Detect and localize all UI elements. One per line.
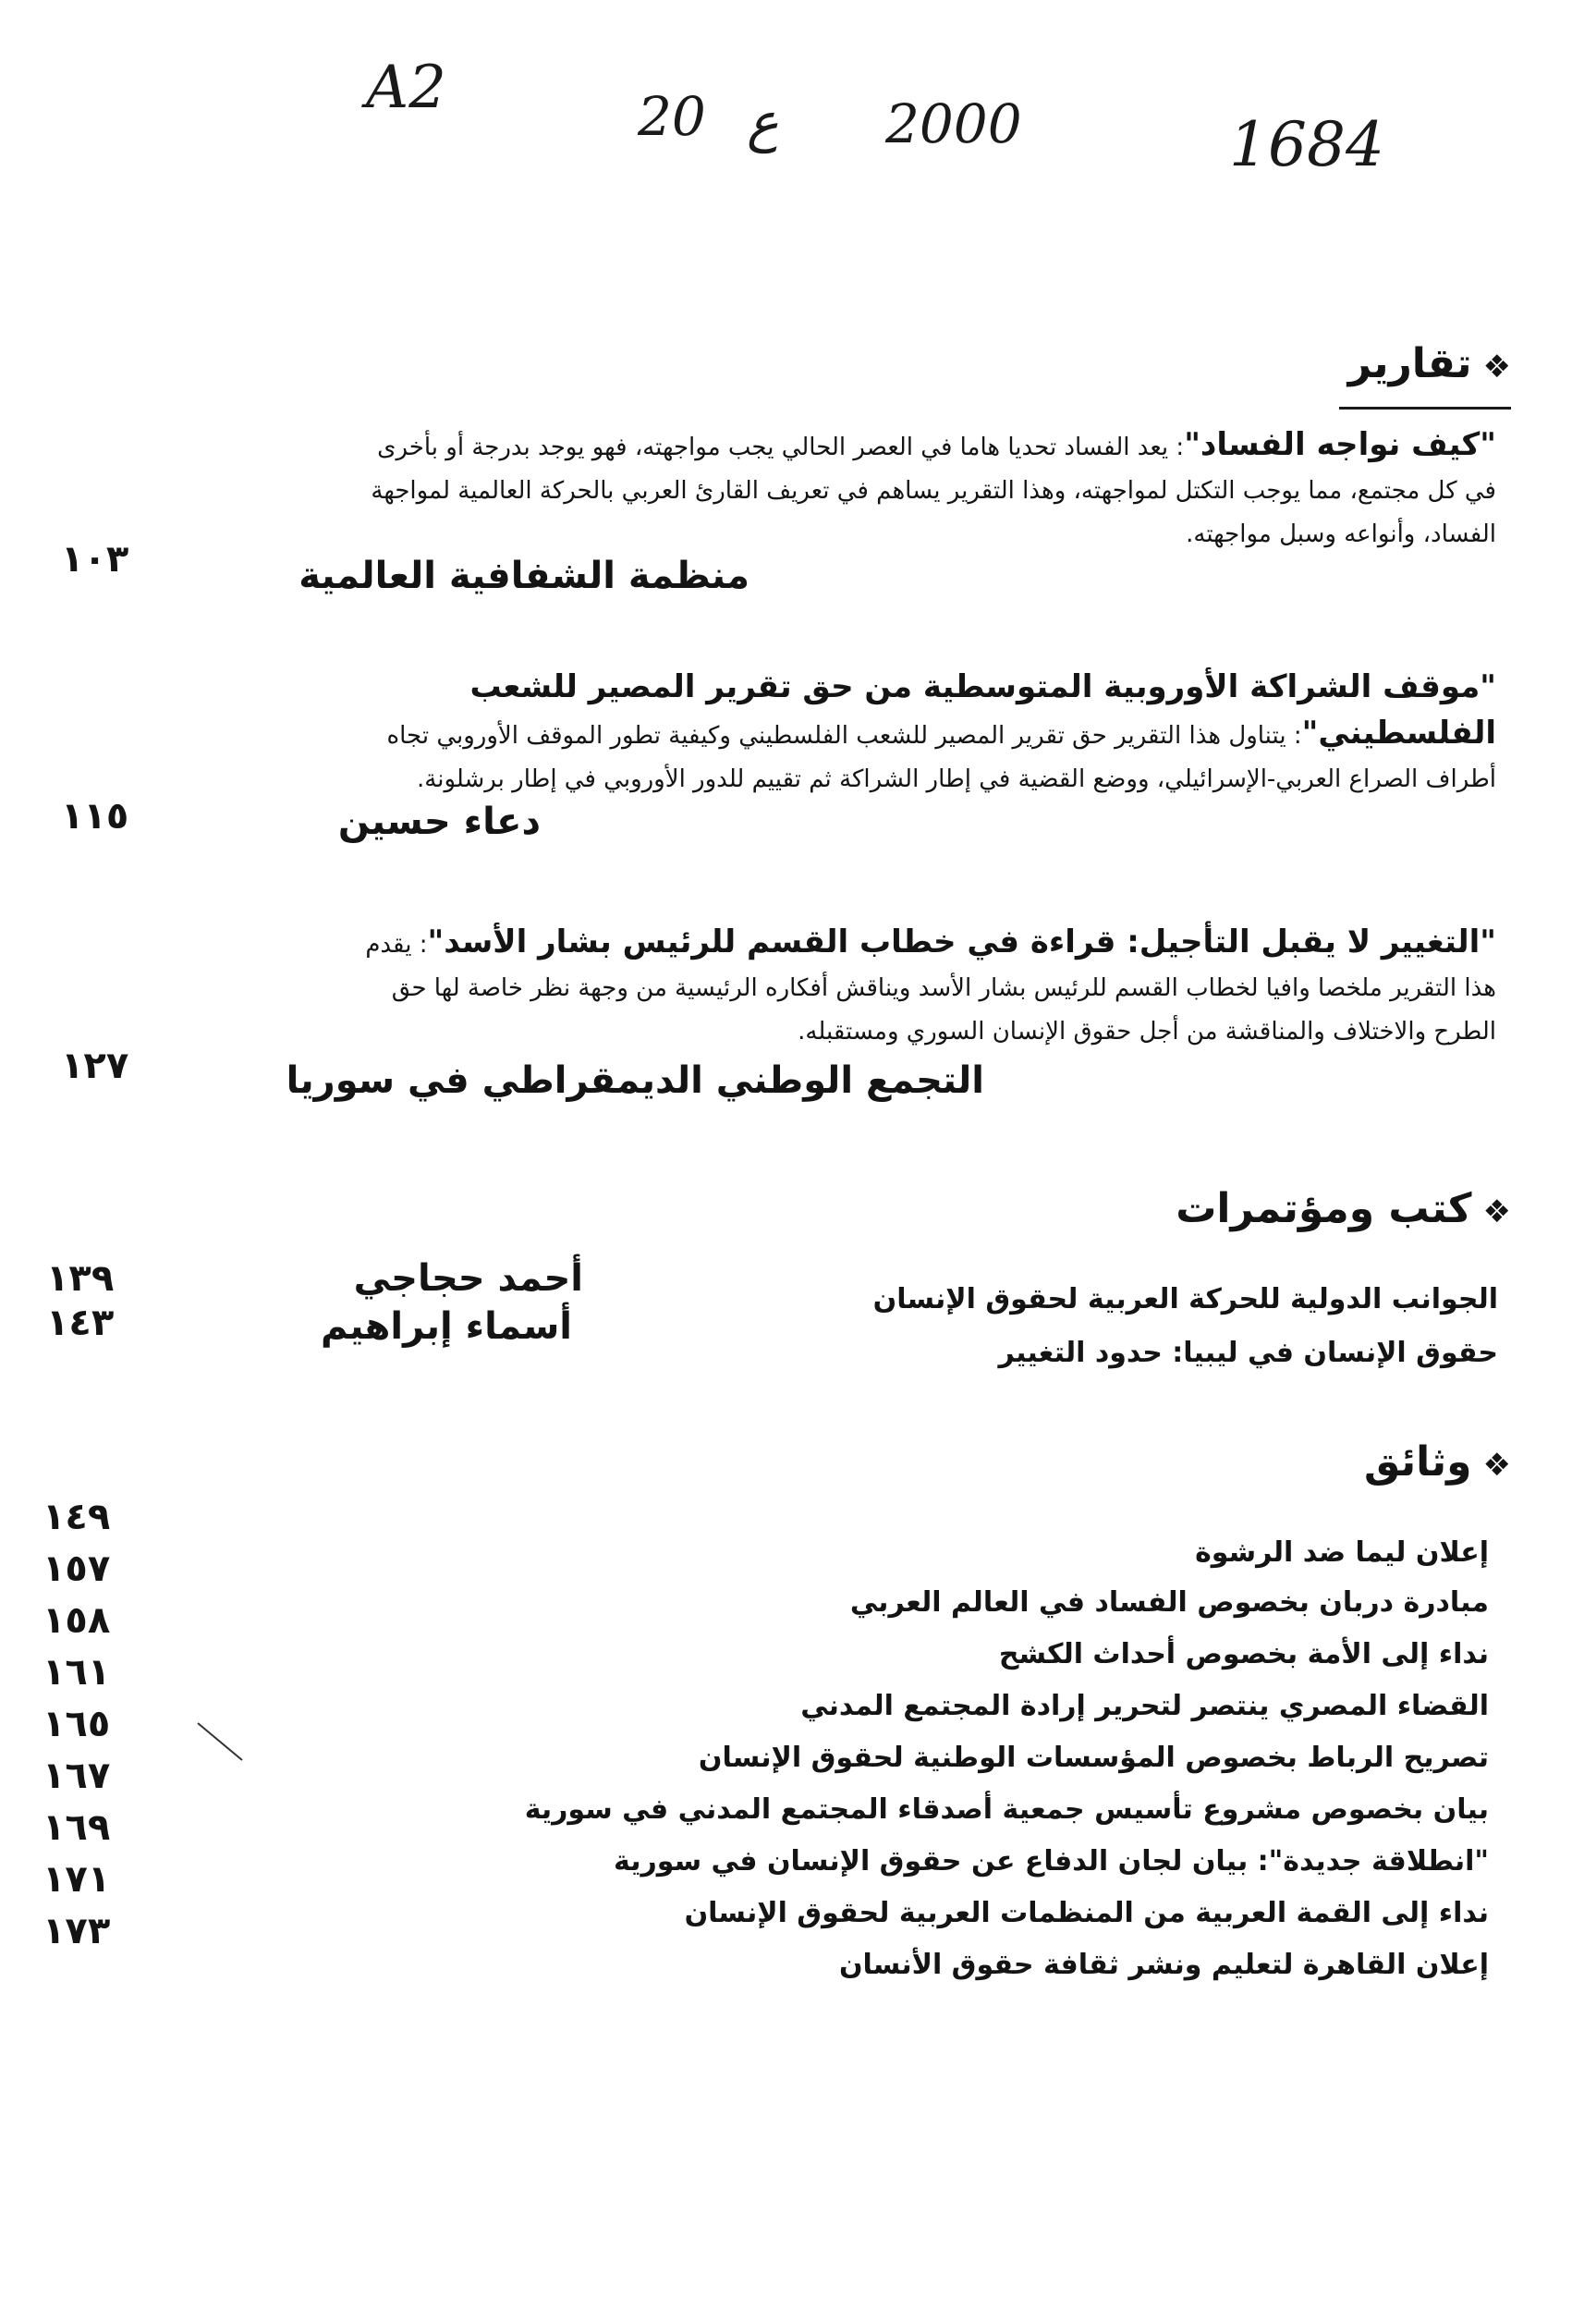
report-author: دعاء حسين bbox=[337, 801, 541, 843]
page-number: ١٤٣ bbox=[46, 1302, 115, 1344]
handwritten-date-letter: ع bbox=[747, 91, 779, 153]
report-description: يتناول هذا التقرير حق تقرير المصير للشعب الفلسطيني وكيفية تطور الموقف الأوروبي تجاه أطراف الصراع العربي-الإسرائيلي، ووضع القضية في إطار الشراكة ثم تقييم للدور الأوروبي في إطار برشلونة. bbox=[386, 722, 1496, 793]
book-author: أحمد حجاجي bbox=[353, 1257, 583, 1300]
report-entry-1: "كيف نواجه الفساد": يعد الفساد تحديا هاما في العصر الحالي يجب مواجهته، فهو يوجد بدرجة أو بأخرى في كل مجتمع، مما يوجب التكتل لمواجهته، وهذا التقرير يساهم في تعريف القارئ العربي بالحركة العالمية لمواجهة الفساد، وأنواعه وسبل مواجهته. bbox=[371, 426, 1496, 548]
pen-stroke-mark bbox=[194, 1719, 250, 1766]
report-description: يقدم هذا التقرير ملخصا وافيا لخطاب القسم للرئيس بشار الأسد ويناقش أفكاره الرئيسية من وجهة نظر خاصة لها حق الطرح والاختلاف والمناقشة من أجل حقوق الإنسان السوري ومستقبله. bbox=[365, 931, 1496, 1046]
page-number: ١٤٩ bbox=[43, 1496, 111, 1538]
handwritten-date-day: 20 bbox=[638, 85, 706, 148]
page-number: ١٦٧ bbox=[43, 1755, 111, 1797]
document-item: إعلان القاهرة لتعليم ونشر ثقافة حقوق الأنسان bbox=[838, 1949, 1489, 1981]
section-heading-reports: ❖تقارير bbox=[1347, 340, 1511, 387]
report-title: "كيف نواجه الفساد" bbox=[1184, 426, 1496, 463]
book-title: حقوق الإنسان في ليبيا: حدود التغيير bbox=[998, 1337, 1498, 1369]
book-title: الجوانب الدولية للحركة العربية لحقوق الإنسان bbox=[872, 1283, 1498, 1315]
report-title: "موقف الشراكة الأوروبية المتوسطية من حق تقرير المصير للشعب الفلسطيني" bbox=[469, 668, 1496, 752]
section-heading-books: ❖كتب ومؤتمرات bbox=[1176, 1185, 1511, 1232]
handwritten-code: A2 bbox=[366, 54, 446, 122]
page-number: ١٦٥ bbox=[43, 1703, 111, 1745]
page-number: ١٣٩ bbox=[46, 1257, 115, 1300]
report-description: يعد الفساد تحديا هاما في العصر الحالي يجب مواجهته، فهو يوجد بدرجة أو بأخرى في كل مجتمع، مما يوجب التكتل لمواجهته، وهذا التقرير يساهم في تعريف القارئ العربي بالحركة العالمية لمواجهة الفساد، وأنواعه وسبل مواجهته. bbox=[371, 434, 1496, 548]
page-number: ١٥٧ bbox=[43, 1547, 111, 1590]
document-item: نداء إلى القمة العربية من المنظمات العربية لحقوق الإنسان bbox=[684, 1897, 1489, 1929]
document-item: القضاء المصري ينتصر لتحرير إرادة المجتمع المدني bbox=[800, 1690, 1489, 1722]
report-entry-2: "موقف الشراكة الأوروبية المتوسطية من حق تقرير المصير للشعب الفلسطيني": يتناول هذا التقرير حق تقرير المصير للشعب الفلسطيني وكيفية تطور الموقف الأوروبي تجاه أطراف الصراع العربي-الإسرائيلي، ووضع القضية في إطار الشراكة ثم تقييم للدور الأوروبي في إطار برشلونة. bbox=[386, 668, 1496, 793]
page-number: ١٦٩ bbox=[43, 1806, 111, 1849]
document-item: مبادرة دربان بخصوص الفساد في العالم العربي bbox=[849, 1586, 1489, 1619]
page-number: ١٦١ bbox=[43, 1651, 111, 1694]
handwritten-number: 1684 bbox=[1229, 109, 1384, 180]
document-item: بيان بخصوص مشروع تأسيس جمعية أصدقاء المجتمع المدني في سورية bbox=[524, 1793, 1489, 1826]
page-number: ١٠٣ bbox=[61, 538, 129, 581]
document-item: إعلان ليما ضد الرشوة bbox=[1195, 1536, 1489, 1569]
report-author: منظمة الشفافية العالمية bbox=[299, 555, 749, 597]
page-number: ١٢٧ bbox=[61, 1045, 129, 1087]
section-heading-documents: ❖وثائق bbox=[1363, 1438, 1511, 1486]
diamond-bullet-icon: ❖ bbox=[1482, 349, 1511, 385]
diamond-bullet-icon: ❖ bbox=[1482, 1193, 1511, 1230]
page-number: ١٧١ bbox=[43, 1858, 111, 1901]
diamond-bullet-icon: ❖ bbox=[1482, 1447, 1511, 1484]
section-underline bbox=[1339, 407, 1511, 410]
page-number: ١٥٨ bbox=[43, 1599, 111, 1642]
document-item: تصريح الرباط بخصوص المؤسسات الوطنية لحقوق الإنسان bbox=[698, 1742, 1489, 1774]
book-author: أسماء إبراهيم bbox=[320, 1305, 572, 1348]
document-item: "انطلاقة جديدة": بيان لجان الدفاع عن حقوق الإنسان في سورية bbox=[614, 1845, 1489, 1878]
document-item: نداء إلى الأمة بخصوص أحداث الكشح bbox=[998, 1638, 1489, 1670]
report-author: التجمع الوطني الديمقراطي في سوريا bbox=[286, 1059, 984, 1102]
report-title: "التغيير لا يقبل التأجيل: قراءة في خطاب القسم للرئيس بشار الأسد" bbox=[427, 923, 1496, 960]
page-number: ١١٥ bbox=[61, 795, 129, 838]
page-number: ١٧٣ bbox=[43, 1910, 111, 1952]
handwritten-date-year: 2000 bbox=[885, 92, 1022, 155]
report-entry-3: "التغيير لا يقبل التأجيل: قراءة في خطاب القسم للرئيس بشار الأسد": يقدم هذا التقرير ملخصا وافيا لخطاب القسم للرئيس بشار الأسد ويناقش أفكاره الرئيسية من وجهة نظر خاصة لها حق الطرح والاختلاف والمناقشة من أجل حقوق الإنسان السوري ومستقبله. bbox=[365, 923, 1496, 1046]
